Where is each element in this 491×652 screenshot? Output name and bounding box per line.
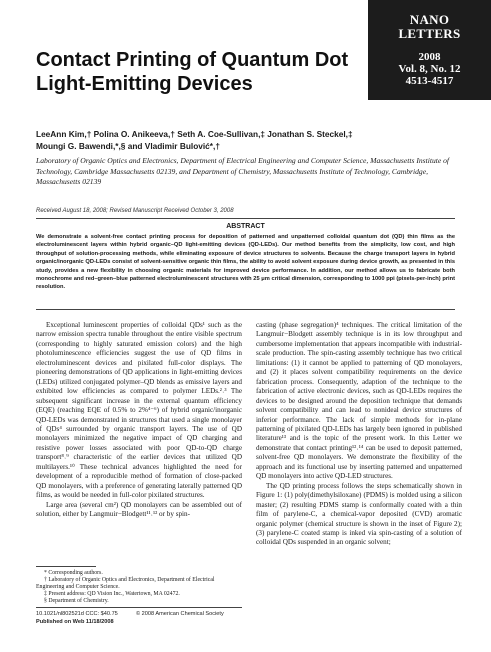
body-column-left xyxy=(36,321,242,520)
authors-line2: Moungi G. Bawendi,*,§ and Vladimir Bulović*,† xyxy=(36,141,220,151)
abstract-bottom-rule xyxy=(36,309,455,310)
copyright: © 2008 American Chemical Society xyxy=(136,611,224,617)
journal-name-line2: LETTERS xyxy=(398,26,461,41)
journal-year: 2008 xyxy=(418,51,441,63)
journal-volume: Vol. 8, No. 12 xyxy=(398,63,461,75)
journal-name-line1: NANO xyxy=(409,12,450,27)
authors-line1: LeeAnn Kim,† Polina O. Anikeeva,† Seth A. Coe-Sullivan,‡ Jonathan S. Steckel,‡ xyxy=(36,129,353,139)
abstract-heading: ABSTRACT xyxy=(226,223,265,230)
doi-line: 10.1021/nl802521d CCC: $40.75 xyxy=(36,611,118,617)
body-column-right xyxy=(256,321,462,548)
author-list xyxy=(36,128,456,152)
received-dates: Received August 18, 2008; Revised Manuscript Received October 3, 2008 xyxy=(36,208,234,214)
footnote: ‡ Present address: QD Vision Inc., Watertown, MA 02472. xyxy=(44,591,180,598)
journal-info-box xyxy=(368,0,491,100)
journal-meta xyxy=(368,51,491,87)
abstract-top-rule xyxy=(36,218,455,219)
journal-name xyxy=(368,13,491,41)
body-paragraph: The QD printing process follows the steps schematically shown in Figure 1: (1) poly(dimethylsiloxane) (PDMS) is molded using a silicon master; (2) resulting PDMS stamp is conformally coated with a thin film of parylene-C, a chemical-vapor deposited (CVD) aromatic organic polymer (chemical structure is shown in the inset of Figure 2); (3) parylene-C coated stamp is inked via spin-casting of a solution of colloidal QDs suspended in an organic solvent; xyxy=(256,481,462,547)
title-line2: Light-Emitting Devices xyxy=(36,73,253,95)
body-paragraph: casting (phase segregation)⁴ techniques. The critical limitation of the Langmuir−Blodgett assembly technique is in its low throughput and cumbersome implementation that appears incompatible with industrial-scale production. The spin-casting assembly technique has two critical limitations: (1) it cannot be applied to patterning of QD monolayers, and (2) it places solvent compatibility requirements on the device fabrication process. Consequently, adaption of the technique to the fabrication of active electronic devices, such as QD-LEDs requires the devices to be designed around the deposition technique that demands solvent compatibility and can lead to nonideal device structures of inferior performance. The lack of simple methods for in-plane patterning of pixilated QD-LEDs has largely been ignored in published literature¹³ and is the topic of the present work. In this Letter we demonstrate that contact printing¹²˒¹⁴ can be used to deposit patterned, solvent-free QD monolayers. We demonstrate the flexibility of the approach and its functional use by inserting patterned and unpatterned QD monolayers into active QD-LED structures. xyxy=(256,321,462,481)
body-paragraph: Exceptional luminescent properties of colloidal QDs¹ such as the narrow emission spectra tunable throughout the entire visible spectrum (corresponding to highly saturated emission colors) and the high photoluminescence efficiencies suggest the use of QD films in electroluminescent devices and pixilated full-color displays. The pioneering demonstrations of QD applications in light-emitting devices (LEDs) utilized conjugated polymer–QD blends as emissive layers and exhibited low efficiencies as compared to polymer LEDs.²˒³ The subsequent significant increase in the external quantum efficiency (EQE) (reaching EQE of 0.5% to 2%⁴⁻⁶) of hybrid organic/inorganic QD-LEDs was demonstrated in structures that used a single monolayer of QDs⁴ surrounded by organic transport layers. The use of QD monolayers minimized the negative impact of QD charging and resistive power losses associated with poor QD-to-QD charge transport⁸˒⁹ characteristic of the earlier devices that utilized QD multilayers.¹⁰ These technical advances highlighted the need for development of a reproducible method of formation of close-packed QD monolayers, with a preference of generating laterally patterned QD films, as would be needed in full-color pixilated structures. xyxy=(36,321,242,500)
footnote: † Laboratory of Organic Optics and Electronics, Department of Electrical Engineering and Computer Science. xyxy=(36,577,215,591)
journal-pages: 4513-4517 xyxy=(405,75,454,87)
footer-rule xyxy=(36,607,242,608)
published-date: Published on Web 11/18/2008 xyxy=(36,619,114,625)
abstract-text: We demonstrate a solvent-free contact printing process for deposition of patterned and unpatterned colloidal quantum dot (QD) thin films as the electroluminescent layers within hybrid organic–QD light-emitting devices (QD-LEDs). Our method benefits from the simplicity, low cost, and high throughput of solution-processing methods, while eliminating exposure of device structures to solvents. Because the charge transport layers in hybrid organic/inorganic QD-LEDs consist of solvent-sensitive organic thin films, the ability to avoid solvent exposure during device growth, as presented in this study, provides a new flexibility in choosing organic materials for improved device performance. In addition, our method allows us to fabricate both monochrome and red–green–blue patterned electroluminescent structures with 25 μm critical dimension, corresponding to 1000 ppi (pixels-per-inch) print resolution. xyxy=(36,234,455,291)
affiliation: Laboratory of Organic Optics and Electronics, Department of Electrical Engineering and Computer Science, Massachusetts Institute of Technology, Cambridge Massachusetts 02139, and Department of Chemistry, Massachusetts Institute of Technology, Cambridge, Massachusetts 02139 xyxy=(36,156,450,186)
footnote: § Department of Chemistry. xyxy=(44,598,109,605)
article-title xyxy=(36,48,366,96)
body-paragraph: Large area (several cm²) QD monolayers can be assembled out of solution, either by Langmuir−Blodgett¹¹˒¹² or by spin- xyxy=(36,500,242,519)
footnote-corresponding: * Corresponding authors. xyxy=(44,570,103,576)
title-line1: Contact Printing of Quantum Dot xyxy=(36,49,349,71)
footnotes xyxy=(36,570,242,605)
footnote-rule xyxy=(36,566,96,567)
